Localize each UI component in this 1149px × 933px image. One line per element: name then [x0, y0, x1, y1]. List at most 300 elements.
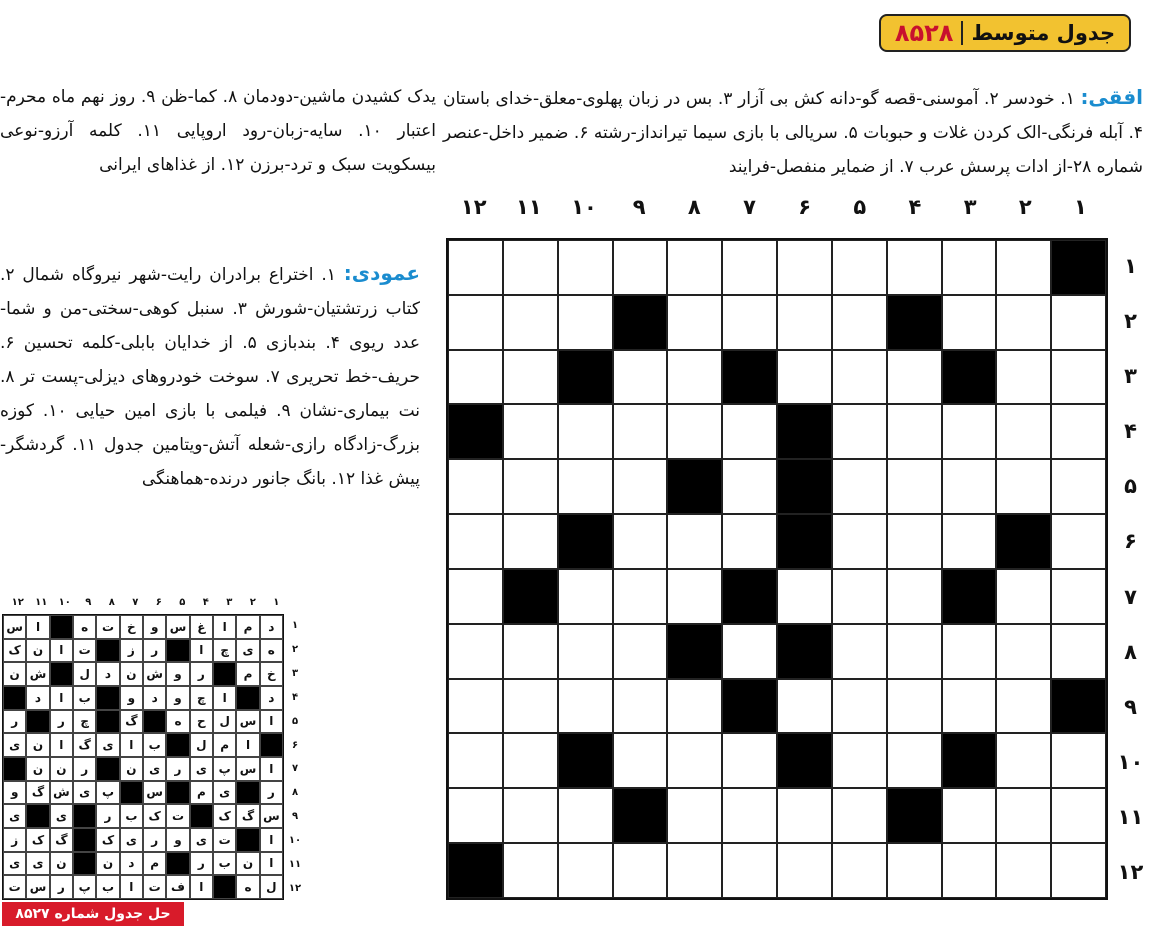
solution-letter: ت: [73, 639, 96, 663]
solution-letter: گ: [50, 828, 73, 852]
solution-letter: ل: [190, 733, 213, 757]
solution-black-cell: [50, 662, 73, 686]
solution-letter: ت: [96, 615, 119, 639]
across-clues-continued: یدک کشیدن ماشین-دودمان ۸. کما-ظن ۹. روز نهم ماه محرم-اعتبار ۱۰. سایه-زبان-رود اروپایی ۱۱. کلمه آرزو-نوعی بیسکویت سبک و ترد-برزن ۱۲. از غذاهای ایرانی: [0, 87, 437, 175]
solution-black-cell: [26, 710, 49, 734]
answer-cell[interactable]: [1051, 733, 1106, 788]
black-cell: [887, 295, 942, 350]
solution-letter: م: [190, 781, 213, 805]
answer-cell[interactable]: [667, 788, 722, 843]
black-cell: [722, 350, 777, 405]
solution-letter: ک: [143, 804, 166, 828]
solution-letter: ی: [190, 828, 213, 852]
solution-letter: ت: [166, 804, 189, 828]
answer-cell[interactable]: [613, 733, 668, 788]
puzzle-title: جدول متوسط: [971, 21, 1116, 45]
solution-letter: ی: [3, 852, 26, 876]
row-number: ۹: [1124, 694, 1137, 719]
solution-letter: گ: [26, 781, 49, 805]
answer-cell[interactable]: [1051, 514, 1106, 569]
answer-cell[interactable]: [887, 733, 942, 788]
answer-cell[interactable]: [832, 459, 887, 514]
answer-cell[interactable]: [832, 514, 887, 569]
answer-cell[interactable]: [503, 788, 558, 843]
answer-cell[interactable]: [777, 843, 832, 898]
down-clues: [0, 256, 420, 496]
answer-cell[interactable]: [503, 679, 558, 734]
answer-cell[interactable]: [558, 404, 613, 459]
solution-letter: س: [166, 615, 189, 639]
answer-cell[interactable]: [832, 404, 887, 459]
solution-column-number: ۱۲: [11, 597, 24, 608]
answer-cell[interactable]: [722, 404, 777, 459]
column-number: ۵: [853, 195, 867, 219]
answer-cell[interactable]: [1051, 459, 1106, 514]
answer-cell[interactable]: [1051, 295, 1106, 350]
answer-cell[interactable]: [613, 350, 668, 405]
solution-black-cell: [166, 733, 189, 757]
solution-letter: ا: [190, 875, 213, 899]
solution-column-number: ۲: [249, 597, 256, 608]
solution-black-cell: [3, 757, 26, 781]
answer-cell[interactable]: [996, 459, 1051, 514]
answer-cell[interactable]: [887, 569, 942, 624]
solution-letter: ل: [73, 662, 96, 686]
solution-row-number: ۶: [291, 739, 299, 751]
solution-letter: ی: [213, 781, 236, 805]
answer-cell[interactable]: [448, 788, 503, 843]
solution-black-cell: [166, 852, 189, 876]
solution-black-cell: [236, 686, 259, 710]
solution-letter: ک: [213, 804, 236, 828]
answer-cell[interactable]: [448, 569, 503, 624]
answer-cell[interactable]: [722, 459, 777, 514]
solution-letter: ر: [3, 710, 26, 734]
answer-cell[interactable]: [558, 624, 613, 679]
answer-cell[interactable]: [942, 404, 997, 459]
black-cell: [887, 788, 942, 843]
solution-letter: ر: [166, 757, 189, 781]
answer-cell[interactable]: [832, 624, 887, 679]
puzzle-title-badge: [879, 14, 1131, 52]
solution-letter: د: [260, 615, 283, 639]
answer-cell[interactable]: [1051, 569, 1106, 624]
answer-cell[interactable]: [996, 733, 1051, 788]
answer-cell[interactable]: [832, 679, 887, 734]
answer-cell[interactable]: [503, 404, 558, 459]
solution-letter: ت: [143, 875, 166, 899]
solution-column-number: ۵: [179, 597, 186, 608]
answer-cell[interactable]: [613, 569, 668, 624]
solution-letter: ب: [213, 852, 236, 876]
answer-cell[interactable]: [832, 240, 887, 295]
answer-cell[interactable]: [1051, 350, 1106, 405]
down-clues-text: ۱. اختراع برادران رایت-شهر نیروگاه شمال ۲. کتاب زرتشتیان-شورش ۳. سنبل کوهی-سختی-من و شما-عدد ریوی ۴. بندبازی ۵. از خدایان بابلی-کلمه تحسین ۶. حریف-خط تحریری ۷. سوخت خودروهای دیزلی-پست تر ۸. نت بیماری-نشان ۹. فیلمی با بازی امین حیایی ۱۰. کوزه بزرگ-زادگاه رازی-شعله آتش-ویتامین جدول ۱۱. گردشگر-پیش غذا ۱۲. بانگ جانور درنده-هماهنگی: [0, 265, 421, 489]
solution-column-number: ۳: [226, 597, 233, 608]
answer-cell[interactable]: [996, 240, 1051, 295]
solution-row-numbers: [288, 614, 302, 900]
solution-letter: ب: [96, 875, 119, 899]
solution-letter: س: [143, 781, 166, 805]
solution-letter: ه: [166, 710, 189, 734]
answer-cell[interactable]: [887, 514, 942, 569]
black-cell: [777, 514, 832, 569]
solution-letter: ا: [236, 733, 259, 757]
answer-cell[interactable]: [887, 679, 942, 734]
across-clues: [443, 80, 1143, 184]
answer-cell[interactable]: [722, 788, 777, 843]
solution-row-number: ۳: [291, 668, 299, 680]
answer-cell[interactable]: [722, 240, 777, 295]
answer-cell[interactable]: [613, 679, 668, 734]
solution-letter: خ: [260, 662, 283, 686]
row-number: ۶: [1124, 529, 1137, 554]
down-heading: عمودی:: [343, 261, 420, 285]
solution-letter: س: [236, 757, 259, 781]
answer-cell[interactable]: [942, 843, 997, 898]
row-number: ۲: [1124, 308, 1137, 333]
row-number: ۸: [1124, 639, 1137, 664]
solution-letter: ن: [50, 852, 73, 876]
answer-cell[interactable]: [503, 624, 558, 679]
answer-cell[interactable]: [1051, 624, 1106, 679]
answer-cell[interactable]: [832, 733, 887, 788]
column-number: ۱۰: [571, 195, 597, 219]
solution-letter: ر: [260, 781, 283, 805]
solution-letter: غ: [190, 615, 213, 639]
answer-cell[interactable]: [613, 624, 668, 679]
solution-letter: س: [260, 804, 283, 828]
answer-cell[interactable]: [558, 679, 613, 734]
solution-letter: ر: [143, 828, 166, 852]
answer-cell[interactable]: [942, 459, 997, 514]
answer-cell[interactable]: [942, 295, 997, 350]
across-clues-text: ۱. خودسر ۲. آموسنی-قصه گو-دانه کش بی آزار ۳. بس در زبان پهلوی-معلق-خدای باستان ۴. آبله فرنگی-الک کردن غلات و حبوبات ۵. سریالی با بازی سیما تیرانداز-رشته ۶. ضمیر داخل-عنصر شماره ۲۸-از ادات پرسش عرب ۷. از ضمایر منفصل-فرایند: [443, 89, 1143, 177]
answer-cell[interactable]: [942, 240, 997, 295]
answer-cell[interactable]: [996, 350, 1051, 405]
solution-letter: ن: [26, 733, 49, 757]
answer-cell[interactable]: [996, 788, 1051, 843]
answer-cell[interactable]: [667, 350, 722, 405]
solution-black-cell: [166, 639, 189, 663]
crossword-grid: [446, 238, 1108, 900]
solution-letter: ا: [50, 686, 73, 710]
answer-cell[interactable]: [558, 295, 613, 350]
answer-cell[interactable]: [996, 679, 1051, 734]
answer-cell[interactable]: [777, 240, 832, 295]
solution-letter: ا: [213, 686, 236, 710]
answer-cell[interactable]: [667, 404, 722, 459]
puzzle-number: ۸۵۲۸: [894, 19, 954, 47]
answer-cell[interactable]: [503, 350, 558, 405]
answer-cell[interactable]: [887, 404, 942, 459]
solution-letter: د: [120, 852, 143, 876]
answer-cell[interactable]: [996, 569, 1051, 624]
solution-row-number: ۱۲: [288, 882, 302, 894]
solution-letter: ی: [50, 804, 73, 828]
black-cell: [777, 459, 832, 514]
solution-black-cell: [236, 781, 259, 805]
solution-letter: ن: [236, 852, 259, 876]
solution-letter: و: [166, 662, 189, 686]
solution-column-number: ۱۱: [35, 597, 48, 608]
answer-cell[interactable]: [503, 843, 558, 898]
solution-letter: و: [166, 686, 189, 710]
solution-column-number: ۱: [273, 597, 280, 608]
answer-cell[interactable]: [722, 733, 777, 788]
row-number: ۱۰: [1117, 750, 1144, 775]
column-number: ۱: [1074, 195, 1087, 219]
solution-letter: س: [26, 875, 49, 899]
answer-cell[interactable]: [667, 569, 722, 624]
solution-letter: ی: [3, 733, 26, 757]
answer-cell[interactable]: [667, 514, 722, 569]
answer-cell[interactable]: [832, 788, 887, 843]
black-cell: [942, 733, 997, 788]
solution-letter: ر: [143, 639, 166, 663]
column-number: ۱۱: [516, 195, 542, 219]
answer-cell[interactable]: [996, 404, 1051, 459]
column-number: ۳: [963, 195, 977, 219]
solution-letter: ا: [190, 639, 213, 663]
solution-letter: ا: [26, 615, 49, 639]
answer-cell[interactable]: [777, 569, 832, 624]
answer-cell[interactable]: [722, 843, 777, 898]
solution-black-cell: [50, 615, 73, 639]
solution-letter: ا: [260, 710, 283, 734]
column-number: ۶: [798, 195, 812, 219]
answer-cell[interactable]: [667, 295, 722, 350]
answer-cell[interactable]: [667, 733, 722, 788]
answer-cell[interactable]: [887, 240, 942, 295]
black-cell: [558, 350, 613, 405]
solution-letter: ر: [96, 804, 119, 828]
answer-cell[interactable]: [887, 843, 942, 898]
solution-black-cell: [96, 686, 119, 710]
answer-cell[interactable]: [613, 404, 668, 459]
answer-cell[interactable]: [558, 788, 613, 843]
across-heading: افقی:: [1080, 85, 1144, 109]
solution-black-cell: [213, 875, 236, 899]
black-cell: [942, 569, 997, 624]
answer-cell[interactable]: [448, 624, 503, 679]
solution-black-cell: [96, 757, 119, 781]
solution-letter: و: [143, 615, 166, 639]
solution-letter: د: [26, 686, 49, 710]
solution-letter: ل: [260, 875, 283, 899]
answer-cell[interactable]: [448, 295, 503, 350]
answer-cell[interactable]: [503, 514, 558, 569]
solution-letter: ا: [50, 639, 73, 663]
answer-cell[interactable]: [942, 679, 997, 734]
black-cell: [942, 350, 997, 405]
answer-cell[interactable]: [887, 350, 942, 405]
answer-cell[interactable]: [996, 624, 1051, 679]
solution-letter: پ: [213, 757, 236, 781]
solution-letter: ی: [3, 804, 26, 828]
column-number: ۹: [632, 195, 646, 219]
solution-black-cell: [166, 781, 189, 805]
answer-cell[interactable]: [667, 240, 722, 295]
answer-cell[interactable]: [1051, 788, 1106, 843]
answer-cell[interactable]: [667, 843, 722, 898]
answer-cell[interactable]: [722, 295, 777, 350]
black-cell: [448, 843, 503, 898]
black-cell: [722, 679, 777, 734]
answer-cell[interactable]: [613, 843, 668, 898]
solution-letter: ا: [213, 615, 236, 639]
solution-letter: ه: [73, 615, 96, 639]
solution-letter: س: [236, 710, 259, 734]
row-number: ۳: [1124, 363, 1137, 388]
answer-cell[interactable]: [942, 624, 997, 679]
answer-cell[interactable]: [558, 569, 613, 624]
black-cell: [1051, 240, 1106, 295]
answer-cell[interactable]: [832, 843, 887, 898]
solution-letter: ش: [26, 662, 49, 686]
answer-cell[interactable]: [558, 843, 613, 898]
solution-black-cell: [73, 804, 96, 828]
answer-cell[interactable]: [503, 733, 558, 788]
solution-letter: خ: [120, 615, 143, 639]
solution-letter: پ: [96, 781, 119, 805]
black-cell: [996, 514, 1051, 569]
solution-row-number: ۵: [291, 715, 299, 727]
answer-cell[interactable]: [448, 240, 503, 295]
solution-letter: ا: [260, 828, 283, 852]
answer-cell[interactable]: [777, 788, 832, 843]
answer-cell[interactable]: [1051, 843, 1106, 898]
solution-grid: [2, 614, 284, 900]
solution-letter: ت: [213, 828, 236, 852]
answer-cell[interactable]: [503, 459, 558, 514]
solution-letter: م: [236, 615, 259, 639]
answer-cell[interactable]: [996, 295, 1051, 350]
answer-cell[interactable]: [942, 514, 997, 569]
answer-cell[interactable]: [777, 679, 832, 734]
solution-column-number: ۷: [132, 597, 139, 608]
answer-cell[interactable]: [558, 459, 613, 514]
solution-row-number: ۸: [291, 787, 299, 799]
solution-letter: ر: [73, 757, 96, 781]
answer-cell[interactable]: [503, 295, 558, 350]
solution-letter: ی: [120, 828, 143, 852]
solution-letter: ک: [26, 828, 49, 852]
answer-cell[interactable]: [613, 514, 668, 569]
solution-black-cell: [73, 852, 96, 876]
solution-letter: ی: [236, 639, 259, 663]
answer-cell[interactable]: [832, 569, 887, 624]
solution-letter: و: [3, 781, 26, 805]
solution-row-number: ۴: [291, 691, 299, 703]
column-numbers: [446, 195, 1108, 229]
solution-black-cell: [190, 804, 213, 828]
row-number: ۷: [1124, 584, 1137, 609]
solution-letter: ن: [26, 757, 49, 781]
solution-column-number: ۹: [85, 597, 92, 608]
solution-black-cell: [96, 710, 119, 734]
solution-letter: ن: [120, 662, 143, 686]
solution-row-number: ۱۱: [288, 858, 302, 870]
answer-cell[interactable]: [832, 350, 887, 405]
answer-cell[interactable]: [722, 514, 777, 569]
solution-letter: د: [260, 686, 283, 710]
solution-letter: ح: [190, 710, 213, 734]
solution-letter: ر: [190, 662, 213, 686]
answer-cell[interactable]: [503, 240, 558, 295]
black-cell: [558, 733, 613, 788]
answer-cell[interactable]: [942, 788, 997, 843]
answer-cell[interactable]: [887, 624, 942, 679]
solution-letter: م: [236, 662, 259, 686]
solution-letter: ر: [50, 875, 73, 899]
solution-letter: ن: [120, 757, 143, 781]
black-cell: [503, 569, 558, 624]
solution-letter: ا: [120, 875, 143, 899]
answer-cell[interactable]: [448, 679, 503, 734]
solution-letter: ا: [120, 733, 143, 757]
answer-cell[interactable]: [777, 295, 832, 350]
answer-cell[interactable]: [1051, 404, 1106, 459]
solution-letter: ب: [120, 804, 143, 828]
answer-cell[interactable]: [448, 459, 503, 514]
solution-letter: پ: [73, 875, 96, 899]
black-cell: [448, 404, 503, 459]
column-number: ۷: [743, 195, 756, 219]
answer-cell[interactable]: [887, 459, 942, 514]
solution-letter: ر: [50, 710, 73, 734]
solution-letter: ا: [260, 852, 283, 876]
solution-letter: س: [3, 615, 26, 639]
row-numbers: [1112, 238, 1149, 900]
row-number: ۱۱: [1117, 805, 1144, 830]
solution-letter: ز: [3, 828, 26, 852]
answer-cell[interactable]: [613, 240, 668, 295]
answer-cell[interactable]: [448, 733, 503, 788]
solution-letter: ه: [260, 639, 283, 663]
solution-letter: ی: [143, 757, 166, 781]
solution-column-numbers: [2, 597, 288, 611]
solution-letter: ب: [73, 686, 96, 710]
solution-row-number: ۱۰: [288, 834, 302, 846]
row-number: ۵: [1124, 474, 1137, 499]
answer-cell[interactable]: [667, 679, 722, 734]
answer-cell[interactable]: [613, 459, 668, 514]
answer-cell[interactable]: [996, 843, 1051, 898]
solution-letter: ی: [96, 733, 119, 757]
answer-cell[interactable]: [448, 350, 503, 405]
solution-black-cell: [73, 828, 96, 852]
solution-black-cell: [3, 686, 26, 710]
solution-letter: ن: [96, 852, 119, 876]
answer-cell[interactable]: [832, 295, 887, 350]
solution-column-number: ۱۰: [58, 597, 71, 608]
solution-row-number: ۲: [291, 644, 299, 656]
solution-letter: ک: [96, 828, 119, 852]
solution-letter: چ: [190, 686, 213, 710]
column-number: ۴: [908, 195, 922, 219]
answer-cell[interactable]: [448, 514, 503, 569]
row-number: ۱: [1124, 253, 1137, 278]
answer-cell[interactable]: [722, 624, 777, 679]
solution-letter: د: [96, 662, 119, 686]
solution-letter: ف: [166, 875, 189, 899]
answer-cell[interactable]: [558, 240, 613, 295]
black-cell: [777, 733, 832, 788]
answer-cell[interactable]: [777, 350, 832, 405]
solution-black-cell: [143, 710, 166, 734]
solution-letter: ی: [26, 852, 49, 876]
